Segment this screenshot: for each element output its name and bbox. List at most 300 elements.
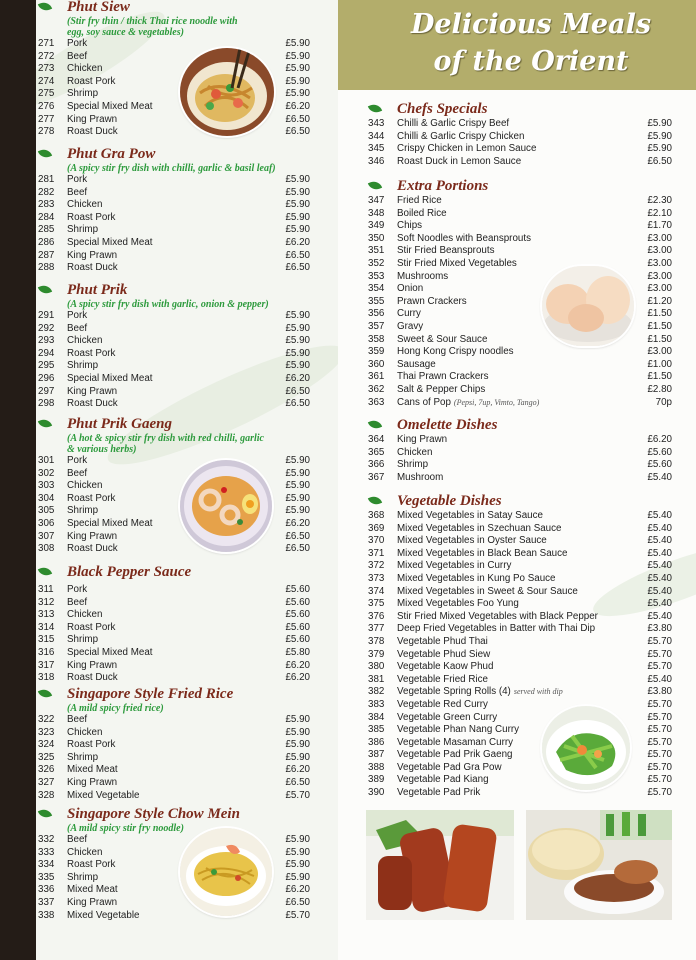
item-price: £5.70 xyxy=(647,661,672,673)
item-number: 355 xyxy=(368,295,385,307)
menu-item-row xyxy=(38,322,310,336)
menu-item-row xyxy=(368,673,672,687)
item-name xyxy=(67,493,115,506)
item-name xyxy=(67,739,115,752)
item-name-text: Special Mixed Meat xyxy=(67,236,153,248)
item-name xyxy=(397,636,488,649)
item-name xyxy=(397,573,556,586)
item-name-text: Chicken xyxy=(67,63,103,75)
item-name xyxy=(397,220,422,233)
item-number: 388 xyxy=(368,761,385,773)
item-number: 316 xyxy=(38,646,55,658)
item-name xyxy=(397,737,513,750)
item-name-text: Deep Fried Vegetables in Batter with Thai Dip xyxy=(397,623,596,635)
item-price: £1.50 xyxy=(647,320,672,332)
item-name-text: Vegetable Phan Nang Curry xyxy=(397,724,519,736)
item-name-text: Mixed Vegetables in Kung Po Sauce xyxy=(397,572,556,584)
menu-section xyxy=(38,686,310,802)
item-name xyxy=(397,434,447,447)
menu-item-row xyxy=(38,385,310,399)
item-number: 358 xyxy=(368,333,385,345)
item-name xyxy=(397,233,531,246)
item-name xyxy=(397,560,511,573)
item-name xyxy=(67,897,117,910)
item-number: 272 xyxy=(38,50,55,62)
item-name xyxy=(397,598,519,611)
item-price: £5.60 xyxy=(285,596,310,608)
item-number: 351 xyxy=(368,245,385,257)
menu-item-row xyxy=(368,320,672,334)
item-number: 372 xyxy=(368,560,385,572)
item-name-text: Shrimp xyxy=(67,360,99,372)
item-name xyxy=(67,834,87,847)
menu-item-row xyxy=(368,749,672,762)
item-name xyxy=(67,335,102,348)
section-title: Vegetable Dishes xyxy=(397,493,672,510)
item-name-text: Roast Pork xyxy=(67,75,116,87)
item-number: 322 xyxy=(38,714,55,725)
item-price: £5.90 xyxy=(285,455,310,466)
menu-item-row xyxy=(368,547,672,561)
menu-item-row xyxy=(368,471,672,485)
item-number: 301 xyxy=(38,455,55,466)
item-price: £6.50 xyxy=(647,155,672,167)
item-name-text: Shrimp xyxy=(67,224,99,236)
item-price: £6.20 xyxy=(285,884,310,896)
item-name xyxy=(397,118,509,131)
item-number: 359 xyxy=(368,346,385,358)
item-price: £5.40 xyxy=(647,585,672,597)
item-name-text: Roast Pork xyxy=(67,492,116,504)
item-price: £6.50 xyxy=(285,126,310,138)
item-name-text: King Prawn xyxy=(67,896,118,908)
item-price: £5.70 xyxy=(647,648,672,660)
item-price: £5.70 xyxy=(647,711,672,723)
spare-ribs-photo xyxy=(366,810,514,920)
item-name xyxy=(67,398,118,411)
item-number: 373 xyxy=(368,572,385,584)
menu-item-row xyxy=(368,610,672,624)
item-number: 288 xyxy=(38,262,55,274)
item-price: £5.90 xyxy=(285,335,310,347)
item-price: £1.50 xyxy=(647,333,672,345)
item-name-text: Special Mixed Meat xyxy=(67,646,153,658)
item-name xyxy=(67,634,98,647)
menu-item-row xyxy=(38,776,310,790)
menu-item-row xyxy=(38,714,310,727)
item-price: £3.00 xyxy=(647,232,672,244)
item-price: £5.90 xyxy=(285,322,310,334)
menu-item-row xyxy=(368,358,672,372)
section-title: Phut Siew xyxy=(67,0,310,16)
item-price: £6.20 xyxy=(285,236,310,248)
item-name-text: Mixed Vegetable xyxy=(67,909,140,921)
menu-section xyxy=(38,564,310,685)
leaf-icon xyxy=(38,283,52,296)
menu-item-row xyxy=(38,596,310,610)
noodle-dish-photo xyxy=(180,48,274,136)
menu-item-row xyxy=(368,130,672,144)
item-price: £5.70 xyxy=(647,736,672,748)
item-name xyxy=(397,762,502,775)
menu-item-row xyxy=(368,118,672,131)
item-number: 312 xyxy=(38,596,55,608)
item-name-text: Vegetable Pad Prik Gaeng xyxy=(397,749,513,761)
item-price: £5.40 xyxy=(647,598,672,610)
item-name-text: Chips xyxy=(397,220,423,232)
item-name xyxy=(67,764,118,777)
item-name xyxy=(67,884,118,897)
item-price: £5.60 xyxy=(285,609,310,621)
menu-item-row xyxy=(368,761,672,775)
menu-item-row xyxy=(368,572,672,586)
menu-item-row xyxy=(368,383,672,397)
menu-item-row xyxy=(38,186,310,200)
item-name-text: Thai Prawn Crackers xyxy=(397,371,489,383)
menu-section xyxy=(368,417,672,484)
item-price: £6.20 xyxy=(285,672,310,684)
item-name xyxy=(67,88,98,101)
item-number: 293 xyxy=(38,335,55,347)
item-name-text: Vegetable Pad Gra Pow xyxy=(397,761,502,773)
item-price: £5.40 xyxy=(647,522,672,534)
item-name-text: Vegetable Phud Siew xyxy=(397,648,491,660)
item-name xyxy=(67,212,115,225)
item-name xyxy=(67,237,153,250)
item-price: £5.40 xyxy=(647,610,672,622)
item-name xyxy=(67,480,102,493)
item-price: £5.90 xyxy=(285,88,310,100)
item-price: £5.80 xyxy=(285,646,310,658)
item-name-text: Mixed Vegetables in Black Bean Sauce xyxy=(397,547,568,559)
item-price: £5.70 xyxy=(647,635,672,647)
item-name xyxy=(397,674,488,687)
item-price: £5.90 xyxy=(285,63,310,75)
item-name-text: King Prawn xyxy=(67,249,118,261)
item-number: 317 xyxy=(38,659,55,671)
item-name xyxy=(397,131,524,144)
menu-item-row xyxy=(38,174,310,187)
menu-item-row xyxy=(38,360,310,373)
item-number: 327 xyxy=(38,776,55,788)
item-name xyxy=(397,321,423,334)
section-description: (A spicy stir fry dish with chilli, garlic & basil leaf) xyxy=(67,163,276,174)
item-name-text: Chilli & Garlic Crispy Beef xyxy=(397,118,510,129)
item-name-text: Chicken xyxy=(67,846,103,858)
menu-item-row xyxy=(368,724,672,737)
menu-item-row xyxy=(38,609,310,622)
item-name xyxy=(397,774,489,787)
item-name-text: Fried Rice xyxy=(397,195,442,206)
item-number: 315 xyxy=(38,634,55,646)
item-number: 337 xyxy=(38,896,55,908)
item-price: £5.60 xyxy=(285,584,310,595)
leaf-icon xyxy=(38,807,52,820)
item-name-text: Beef xyxy=(67,834,88,845)
menu-item-row xyxy=(38,659,310,673)
item-price: £5.90 xyxy=(285,310,310,321)
item-price: £5.90 xyxy=(285,224,310,236)
item-number: 287 xyxy=(38,249,55,261)
menu-item-row xyxy=(38,199,310,212)
item-number: 343 xyxy=(368,118,385,129)
item-name xyxy=(67,63,102,76)
item-name xyxy=(67,76,115,89)
item-number: 384 xyxy=(368,711,385,723)
item-name-text: King Prawn xyxy=(67,659,118,671)
menu-item-row xyxy=(38,398,310,411)
item-name-text: Soft Noodles with Beansprouts xyxy=(397,232,531,244)
item-price: £5.90 xyxy=(647,130,672,142)
menu-item-row xyxy=(368,434,672,447)
item-name xyxy=(397,283,423,296)
item-price: £5.90 xyxy=(285,714,310,725)
item-price: £5.90 xyxy=(285,467,310,479)
item-name xyxy=(67,101,153,114)
item-number: 345 xyxy=(368,143,385,155)
item-name xyxy=(67,199,102,212)
item-name-text: Stir Fried Beansprouts xyxy=(397,245,495,257)
item-name xyxy=(397,359,436,372)
item-price: £1.20 xyxy=(647,295,672,307)
item-number: 368 xyxy=(368,510,385,521)
item-name xyxy=(67,468,87,481)
item-number: 338 xyxy=(38,909,55,921)
item-name xyxy=(397,258,517,271)
right-menu-page xyxy=(338,0,696,960)
item-price: £1.50 xyxy=(647,308,672,320)
leaf-icon xyxy=(368,102,382,115)
item-name-text: Vegetable Pad Prik xyxy=(397,787,481,799)
item-name-text: Mixed Vegetables in Satay Sauce xyxy=(397,510,543,521)
menu-item-row xyxy=(368,371,672,384)
item-name xyxy=(67,262,118,275)
item-number: 357 xyxy=(368,320,385,332)
item-name xyxy=(67,660,117,673)
item-price: £5.70 xyxy=(647,698,672,710)
item-number: 285 xyxy=(38,224,55,236)
menu-item-row xyxy=(38,224,310,237)
item-number: 344 xyxy=(368,130,385,142)
curry-dish-photo xyxy=(180,460,272,552)
item-price: £5.60 xyxy=(285,621,310,633)
item-price: £6.20 xyxy=(285,517,310,529)
item-number: 298 xyxy=(38,398,55,410)
item-price: £5.40 xyxy=(647,535,672,547)
item-name xyxy=(67,672,118,685)
item-price: £6.20 xyxy=(285,764,310,776)
item-price: £5.90 xyxy=(285,75,310,87)
menu-item-row xyxy=(368,661,672,674)
item-price: £2.10 xyxy=(647,207,672,219)
menu-item-row xyxy=(368,585,672,599)
item-number: 371 xyxy=(368,547,385,559)
item-name xyxy=(67,455,87,468)
leaf-icon xyxy=(38,147,52,160)
item-number: 286 xyxy=(38,236,55,248)
item-name-text: Onion xyxy=(397,283,424,295)
item-price: £5.90 xyxy=(285,50,310,62)
menu-item-row xyxy=(368,686,672,699)
menu-item-row xyxy=(368,635,672,649)
item-name-text: Special Mixed Meat xyxy=(67,517,153,529)
item-price: £5.90 xyxy=(285,492,310,504)
item-name-text: Roast Pork xyxy=(67,621,116,633)
item-number: 283 xyxy=(38,199,55,211)
menu-item-row xyxy=(368,648,672,662)
item-number: 379 xyxy=(368,648,385,660)
leaf-icon xyxy=(368,418,382,431)
item-number: 297 xyxy=(38,385,55,397)
item-name-text: Vegetable Masaman Curry xyxy=(397,736,513,748)
item-name xyxy=(397,371,488,384)
item-price: £5.90 xyxy=(285,211,310,223)
item-price: £5.70 xyxy=(647,774,672,786)
item-name xyxy=(397,346,514,359)
item-name xyxy=(397,749,512,762)
item-number: 360 xyxy=(368,358,385,370)
item-number: 354 xyxy=(368,283,385,295)
item-name-text: Chicken xyxy=(67,199,103,211)
item-price: £3.00 xyxy=(647,245,672,257)
item-name xyxy=(397,623,595,636)
item-number: 383 xyxy=(368,698,385,710)
left-menu-page xyxy=(36,0,338,960)
item-name xyxy=(67,622,115,635)
item-name-text: Shrimp xyxy=(67,88,99,100)
item-name xyxy=(67,250,117,263)
leaf-icon xyxy=(38,565,52,578)
item-price: £5.90 xyxy=(647,143,672,155)
menu-item-row xyxy=(368,787,672,800)
item-name-text: Chicken xyxy=(67,480,103,492)
item-name-text: Roast Pork xyxy=(67,739,116,751)
item-name-text: Beef xyxy=(67,596,88,608)
item-name-text: Hong Kong Crispy noodles xyxy=(397,346,514,358)
menu-item-row xyxy=(38,751,310,765)
item-name xyxy=(67,323,87,336)
item-number: 350 xyxy=(368,232,385,244)
item-name-text: King Prawn xyxy=(67,530,118,542)
item-price: £6.50 xyxy=(285,398,310,410)
item-name-text: Crispy Chicken in Lemon Sauce xyxy=(397,143,537,155)
item-price: £5.90 xyxy=(647,118,672,129)
item-price: £5.90 xyxy=(285,871,310,883)
menu-item-row xyxy=(368,510,672,523)
item-price: £5.40 xyxy=(647,560,672,572)
item-name xyxy=(397,510,543,523)
item-number: 352 xyxy=(368,257,385,269)
item-name-text: Mixed Vegetables Foo Yung xyxy=(397,598,519,610)
item-name xyxy=(397,699,488,712)
item-name xyxy=(67,752,98,765)
item-number: 324 xyxy=(38,739,55,751)
item-name-text: Chicken xyxy=(67,609,103,621)
menu-item-row xyxy=(368,446,672,460)
item-name-text: Shrimp xyxy=(397,459,429,471)
menu-item-row xyxy=(368,155,672,169)
menu-item-row xyxy=(38,672,310,685)
menu-item-row xyxy=(38,236,310,250)
item-name-text: Gravy xyxy=(397,320,424,332)
item-number: 273 xyxy=(38,63,55,75)
item-name-text: Shrimp xyxy=(67,751,99,763)
item-price: £3.00 xyxy=(647,270,672,282)
item-number: 385 xyxy=(368,724,385,736)
item-name-text: Mixed Meat xyxy=(67,884,118,896)
item-price: £6.20 xyxy=(285,659,310,671)
item-name-text: Pork xyxy=(67,584,88,595)
item-number: 295 xyxy=(38,360,55,372)
item-price: £1.00 xyxy=(647,358,672,370)
item-number: 323 xyxy=(38,726,55,738)
section-description: (A spicy stir fry dish with garlic, onion & pepper) xyxy=(67,299,269,310)
item-name-text: Pork xyxy=(67,38,88,49)
item-name-text: Vegetable Phud Thai xyxy=(397,635,488,647)
item-number: 305 xyxy=(38,505,55,517)
menu-item-row xyxy=(368,195,672,208)
menu-item-row xyxy=(38,211,310,225)
item-name-text: Vegetable Kaow Phud xyxy=(397,661,494,673)
item-number: 275 xyxy=(38,88,55,100)
menu-item-row xyxy=(38,543,310,556)
item-price: £5.40 xyxy=(647,547,672,559)
menu-banner xyxy=(338,0,696,90)
item-number: 370 xyxy=(368,535,385,547)
menu-item-row xyxy=(38,584,310,597)
menu-item-row xyxy=(38,726,310,740)
item-name-text: Mixed Vegetables in Sweet & Sour Sauce xyxy=(397,585,578,597)
item-name-text: Roast Duck xyxy=(67,398,118,410)
item-number: 361 xyxy=(368,371,385,383)
item-number: 376 xyxy=(368,610,385,622)
item-name-text: Mixed Vegetables in Szechuan Sauce xyxy=(397,522,562,534)
chow-mein-photo xyxy=(180,828,272,916)
menu-item-row xyxy=(38,38,310,51)
menu-spine xyxy=(0,0,36,960)
item-price: £5.40 xyxy=(647,673,672,685)
item-name-text: Beef xyxy=(67,50,88,62)
item-name-text: Shrimp xyxy=(67,634,99,646)
item-number: 302 xyxy=(38,467,55,479)
item-price: £6.50 xyxy=(285,113,310,125)
item-name xyxy=(397,156,521,169)
section-description: (Stir fry thin / thick Thai rice noodle with egg, soy sauce & vegetables) xyxy=(67,16,238,38)
menu-item-row xyxy=(38,739,310,752)
item-name xyxy=(397,384,485,397)
item-price: 70p xyxy=(655,396,672,408)
item-price: £5.90 xyxy=(285,726,310,738)
item-number: 306 xyxy=(38,517,55,529)
item-name-text: Mixed Vegetables in Oyster Sauce xyxy=(397,535,547,547)
item-name xyxy=(67,114,117,127)
item-price: £1.50 xyxy=(647,371,672,383)
item-name xyxy=(397,245,494,258)
item-price: £5.70 xyxy=(647,749,672,761)
item-name xyxy=(397,397,539,410)
item-price: £2.30 xyxy=(647,195,672,206)
banner-title xyxy=(396,6,666,80)
item-name-text: King Prawn xyxy=(397,434,448,445)
menu-item-row xyxy=(368,245,672,258)
item-number: 308 xyxy=(38,543,55,555)
item-price: £6.50 xyxy=(285,776,310,788)
item-number: 271 xyxy=(38,38,55,49)
leaf-icon xyxy=(368,494,382,507)
menu-item-row xyxy=(368,522,672,536)
menu-item-row xyxy=(368,143,672,156)
item-price: £5.70 xyxy=(647,724,672,736)
